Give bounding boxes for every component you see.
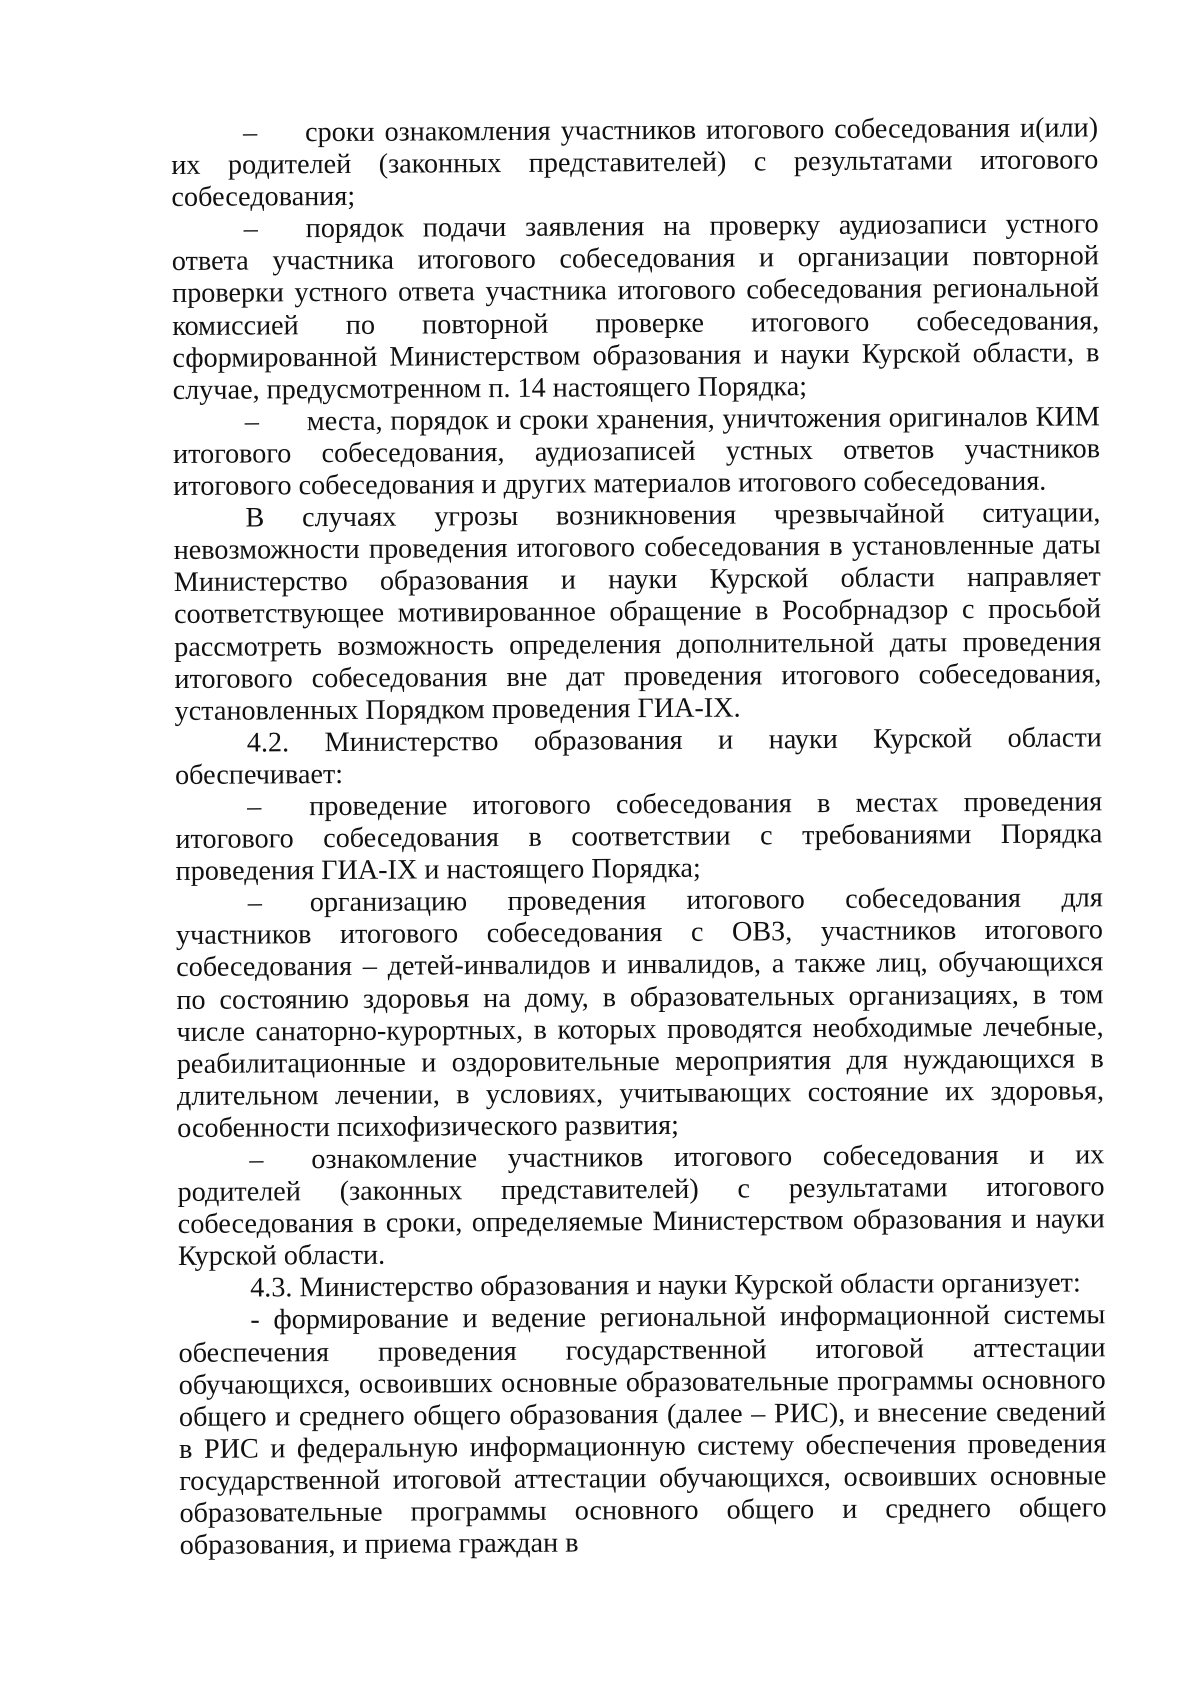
paragraph-text: 4.3. Министерство образования и науки Курской области организует:	[250, 1267, 1081, 1304]
list-item-organization	[176, 883, 1105, 1145]
paragraph-text: места, порядок и сроки хранения, уничтожения оригиналов КИМ итогового собеседования, аудиозаписей устных ответов участников итогового собеседования и других материалов итогового собеседования.	[172, 401, 1101, 503]
list-item-conducting	[175, 786, 1103, 888]
dash-marker: –	[249, 1144, 264, 1176]
dash-marker: –	[243, 213, 258, 245]
list-item-deadlines	[171, 112, 1099, 214]
dash-marker: –	[247, 887, 262, 919]
document-body	[171, 112, 1107, 1562]
paragraph-text: сроки ознакомления участников итогового собеседования и(или) их родителей (законных представителей) с результатами итогового собеседования;	[171, 112, 1099, 214]
paragraph-text: - формирование и ведение региональной информационной системы обеспечения проведения государственной итоговой аттестации обучающихся, освоивших основные образовательные программы основного общего и среднего общего образования (далее – РИС), и внесение сведений в РИС и федеральную информационную систему обеспечения проведения государственной итоговой аттестации обучающихся, освоивших основные образовательные программы основного общего и среднего общего образования, и приема граждан в	[178, 1299, 1107, 1562]
paragraph-text: В случаях угрозы возникновения чрезвычайной ситуации, невозможности проведения итогового собеседования в установленные даты Министерство образования и науки Курской области направляет соответствующее мотивированное обращение в Рособрнадзор с просьбой рассмотреть возможность определения дополнительной даты проведения итогового собеседования вне дат проведения итогового собеседования, установленных Порядком проведения ГИА-IX.	[173, 497, 1102, 727]
paragraph-text: организацию проведения итогового собеседования для участников итогового собеседования с ОВЗ, участников итогового собеседования – детей-инвалидов и инвалидов, а также лиц, обучающихся по состоянию здоровья на дому, в образовательных организациях, в том числе санаторно-курортных, в которых проводятся необходимые лечебные, реабилитационные и оздоровительные мероприятия для нуждающихся в длительном лечении, в условиях, учитывающих состояние их здоровья, особенности психофизического развития;	[175, 882, 1105, 1144]
list-item-ris	[178, 1300, 1107, 1562]
paragraph-emergency	[173, 497, 1101, 727]
list-item-storage	[173, 401, 1101, 503]
list-item-familiarization	[177, 1139, 1105, 1273]
dash-marker: –	[244, 406, 260, 438]
section-4-2-heading	[175, 722, 1102, 792]
paragraph-text: порядок подачи заявления на проверку аудиозаписи устного ответа участника итогового собеседования и организации повторной проверки устного ответа участника итогового собеседования региональной комиссией по повторной проверке итогового собеседования, сформированной Министерством образования и науки Курской области, в случае, предусмотренном п. 14 настоящего Порядка;	[171, 208, 1100, 406]
paragraph-text: проведение итогового собеседования в местах проведения итогового собеседования в соответствии с требованиями Порядка проведения ГИА-IX и настоящего Порядка;	[175, 786, 1103, 888]
list-item-appeal-procedure	[172, 209, 1100, 407]
dash-marker: –	[242, 117, 258, 149]
paragraph-text: 4.2. Министерство образования и науки Курской области обеспечивает:	[174, 722, 1102, 791]
dash-marker: –	[247, 791, 262, 823]
paragraph-text: ознакомление участников итогового собеседования и их родителей (законных представителей) с результатами итогового собеседования в сроки, определяемые Министерством образования и науки Курской области.	[177, 1139, 1105, 1273]
